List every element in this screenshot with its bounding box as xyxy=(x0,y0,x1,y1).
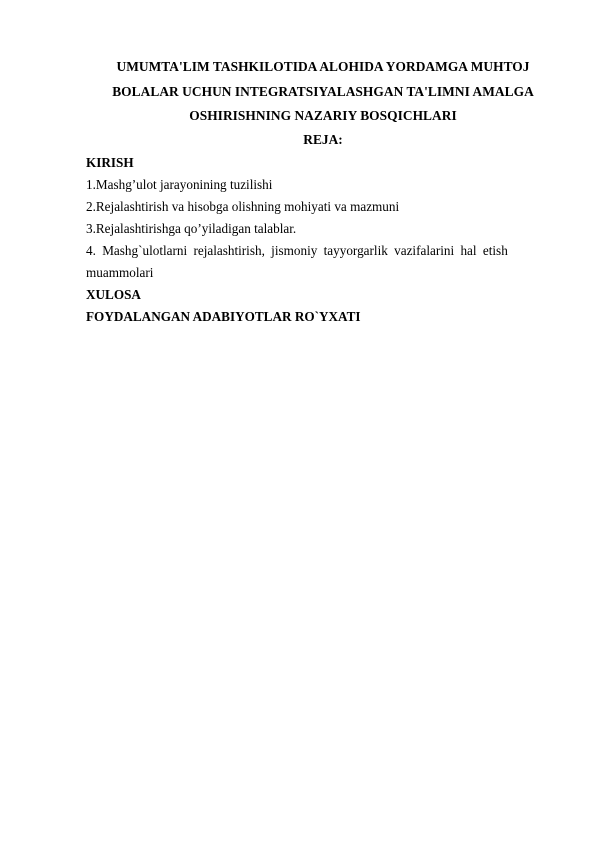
table-of-contents xyxy=(86,152,560,328)
title-line-1: UMUMTA'LIM TASHKILOTIDA ALOHIDA YORDAMGA MUHTOJ xyxy=(116,59,530,74)
title-line-2: BOLALAR UCHUN INTEGRATSIYALASHGAN TA'LIMNI AMALGA xyxy=(112,83,534,99)
title-line-3: OSHIRISHNING NAZARIY BOSQICHLARI xyxy=(189,108,457,123)
toc-item-1: 1.Mashg’ulot jarayonining tuzilishi xyxy=(86,177,273,192)
toc-item-2: 2.Rejalashtirish va hisobga olishning mohiyati va mazmuni xyxy=(86,199,400,214)
toc-item-3: 3.Rejalashtirishga qo’yiladigan talablar. xyxy=(86,221,297,236)
toc-intro: KIRISH xyxy=(86,155,134,170)
document-title xyxy=(86,55,560,129)
toc-item-4-line-2: muammolari xyxy=(86,265,154,280)
toc-item-4-line-1: 4. Mashg`ulotlarni rejalashtirish, jismoniy tayyorgarlik vazifalarini hal etish xyxy=(86,243,508,258)
toc-references: FOYDALANGAN ADABIYOTLAR RO`YXATI xyxy=(86,309,361,324)
plan-heading: REJA: xyxy=(303,132,343,147)
toc-conclusion: XULOSA xyxy=(86,287,141,302)
